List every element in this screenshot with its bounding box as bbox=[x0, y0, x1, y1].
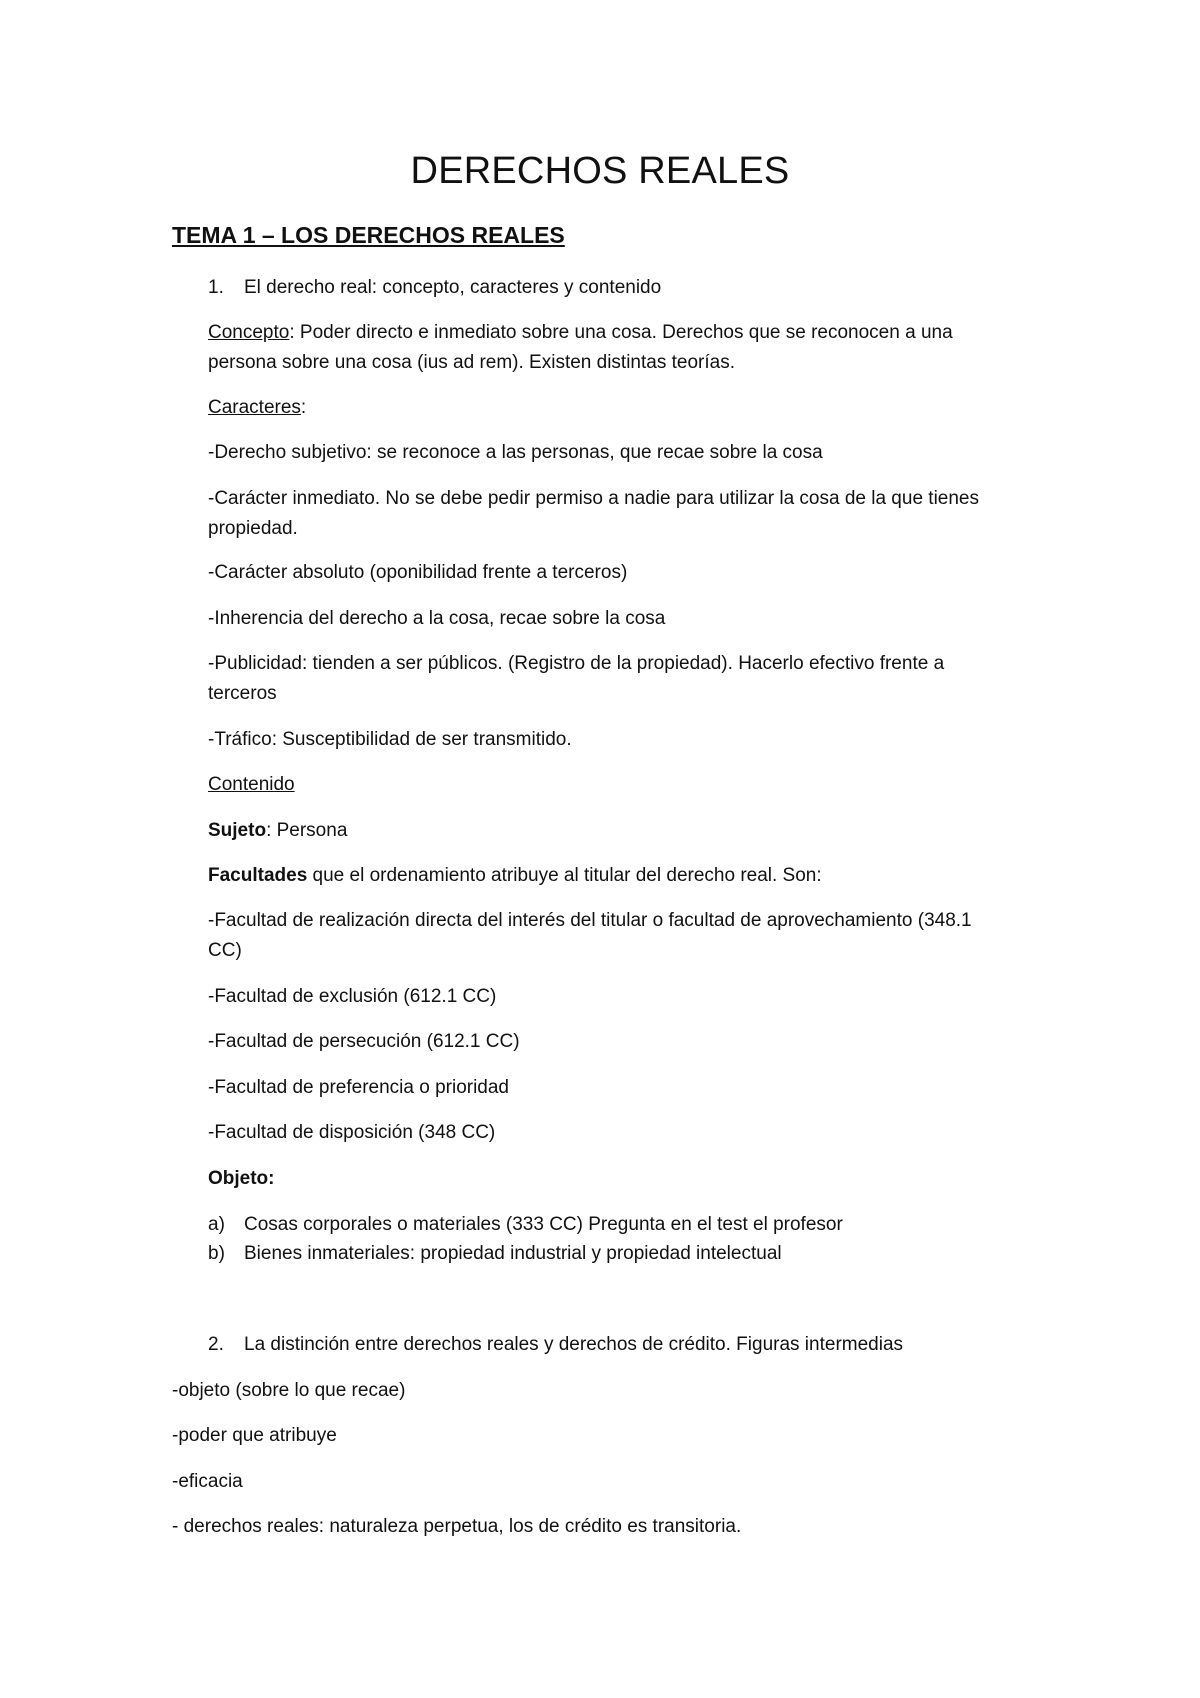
section-2-number: 2. bbox=[208, 1334, 224, 1355]
caracter-item: -Tráfico: Susceptibilidad de ser transmitido. bbox=[208, 729, 572, 750]
caracteres-heading bbox=[208, 393, 306, 423]
caracter-item: -Carácter inmediato. No se debe pedir permiso a nadie para utilizar la cosa de la que tienes bbox=[208, 488, 979, 509]
section-2-heading bbox=[208, 1330, 903, 1360]
contenido-heading: Contenido bbox=[208, 774, 295, 795]
facultades-label: Facultades bbox=[208, 865, 308, 886]
distincion-item: - derechos reales: naturaleza perpetua, los de crédito es transitoria. bbox=[172, 1516, 742, 1537]
objeto-item-a-text: Cosas corporales o materiales (333 CC) Pregunta en el test el profesor bbox=[244, 1214, 843, 1235]
objeto-heading: Objeto: bbox=[208, 1168, 275, 1189]
objeto-item-b-text: Bienes inmateriales: propiedad industrial y propiedad intelectual bbox=[244, 1243, 782, 1264]
sujeto-label: Sujeto bbox=[208, 820, 267, 841]
concepto-text-1: : Poder directo e inmediato sobre una cosa. Derechos que se reconocen a una bbox=[289, 322, 953, 343]
section-1-number: 1. bbox=[208, 277, 224, 298]
caracter-item: -Derecho subjetivo: se reconoce a las personas, que recae sobre la cosa bbox=[208, 442, 823, 463]
objeto-item-a bbox=[208, 1210, 843, 1240]
section-2-title: La distinción entre derechos reales y derechos de crédito. Figuras intermedias bbox=[244, 1334, 904, 1355]
caracter-item: -Carácter absoluto (oponibilidad frente a terceros) bbox=[208, 562, 628, 583]
facultad-item-cont: CC) bbox=[208, 940, 242, 961]
sujeto-text: : Persona bbox=[266, 820, 348, 841]
caracteres-label: Caracteres bbox=[208, 397, 301, 418]
caracter-item-cont: propiedad. bbox=[208, 518, 298, 539]
tema-heading: TEMA 1 – LOS DERECHOS REALES bbox=[172, 222, 565, 248]
facultad-item: -Facultad de preferencia o prioridad bbox=[208, 1077, 510, 1098]
caracter-item: -Inherencia del derecho a la cosa, recae sobre la cosa bbox=[208, 608, 666, 629]
facultad-item: -Facultad de persecución (612.1 CC) bbox=[208, 1031, 520, 1052]
facultad-item: -Facultad de disposición (348 CC) bbox=[208, 1122, 496, 1143]
objeto-item-b-letter: b) bbox=[208, 1243, 225, 1264]
distincion-item: -objeto (sobre lo que recae) bbox=[172, 1380, 406, 1401]
objeto-item-a-letter: a) bbox=[208, 1214, 225, 1235]
distincion-item: -poder que atribuye bbox=[172, 1425, 337, 1446]
caracter-item: -Publicidad: tienden a ser públicos. (Registro de la propiedad). Hacerlo efectivo frente a bbox=[208, 653, 945, 674]
facultades-line bbox=[208, 861, 822, 891]
section-1-heading bbox=[208, 273, 661, 303]
objeto-item-b bbox=[208, 1239, 782, 1269]
document-title: DERECHOS REALES bbox=[410, 150, 790, 192]
facultades-text: que el ordenamiento atribuye al titular del derecho real. Son: bbox=[307, 865, 822, 886]
facultad-item: -Facultad de realización directa del interés del titular o facultad de aprovechamiento (348.1 bbox=[208, 910, 972, 931]
distincion-item: -eficacia bbox=[172, 1471, 243, 1492]
concepto-line-2: persona sobre una cosa (ius ad rem). Existen distintas teorías. bbox=[208, 352, 735, 373]
section-1-title: El derecho real: concepto, caracteres y contenido bbox=[244, 277, 662, 298]
caracter-item-cont: terceros bbox=[208, 683, 277, 704]
concepto-line-1 bbox=[208, 318, 953, 348]
sujeto-line bbox=[208, 816, 347, 846]
facultad-item: -Facultad de exclusión (612.1 CC) bbox=[208, 986, 497, 1007]
caracteres-colon: : bbox=[300, 397, 307, 418]
concepto-label: Concepto bbox=[208, 322, 290, 343]
